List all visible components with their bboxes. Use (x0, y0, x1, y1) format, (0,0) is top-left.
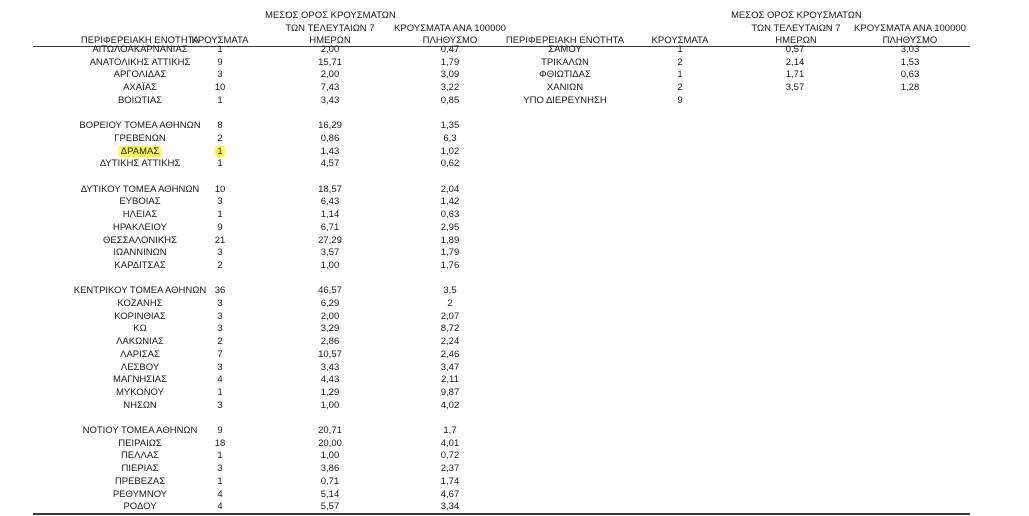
cell-cases: 1 (677, 69, 683, 81)
header-per100k-line2: ΠΛΗΘΥΣΜΟ (882, 35, 938, 46)
cell-name: ΠΡΕΒΕΖΑΣ (114, 475, 166, 487)
cell-per: 1,35 (440, 120, 460, 132)
cell-name: ΓΡΕΒΕΝΩΝ (114, 132, 166, 144)
cell-name: ΠΙΕΡΙΑΣ (121, 463, 159, 475)
cell-avg: 1,00 (320, 399, 340, 411)
cell-per: 2,37 (440, 463, 460, 475)
cell-avg: 3,57 (320, 247, 340, 259)
cell-name: ΥΠΟ ΔΙΕΡΕΥΝΗΣΗ (523, 94, 607, 106)
cell-name: ΛΑΡΙΣΑΣ (120, 348, 160, 360)
cell-avg: 2,14 (785, 56, 805, 68)
cell-avg: 0,57 (785, 44, 805, 55)
cell-per: 2 (447, 298, 453, 309)
cell-cases: 4 (217, 501, 223, 513)
cell-name: ΜΥΚΟΝΟΥ (116, 386, 164, 398)
cell-avg: 3,86 (320, 463, 340, 475)
header-avg7-line3: ΗΜΕΡΩΝ (309, 35, 351, 46)
cell-avg: 4,57 (320, 158, 340, 170)
header-avg7-left (265, 10, 395, 48)
cell-cases: 1 (217, 209, 223, 221)
cell-cases: 8 (217, 120, 223, 132)
cell-avg: 2,00 (320, 44, 340, 55)
table-row (0, 362, 1029, 375)
cell-per: 0,72 (440, 450, 460, 462)
table-row (0, 196, 1029, 209)
cell-name: ΡΟΔΟΥ (123, 501, 157, 513)
header-cases-right: ΚΡΟΥΣΜΑΤΑ (651, 35, 709, 46)
cell-avg: 3,57 (785, 82, 805, 94)
table-row (0, 158, 1029, 171)
cell-avg: 3,43 (320, 361, 340, 373)
cell-name: ΑΙΤΩΛΟΑΚΑΡΝΑΝΙΑΣ (92, 44, 188, 55)
cell-name: ΙΩΑΝΝΙΝΩΝ (113, 247, 167, 259)
header-avg7-line2: ΤΩΝ ΤΕΛΕΥΤΑΙΩΝ 7 (285, 22, 375, 34)
cell-cases: 3 (217, 310, 223, 322)
cell-avg: 3,43 (320, 94, 340, 106)
highlight-mark: 1 (217, 145, 223, 157)
cell-cases: 3 (217, 361, 223, 373)
cell-name: ΚΑΡΔΙΤΣΑΣ (114, 259, 166, 271)
cell-name: ΝΗΣΩΝ (123, 399, 157, 411)
cell-per: 2,46 (440, 348, 460, 360)
cell-cases: 9 (217, 56, 223, 68)
cell-cases: 1 (217, 94, 223, 106)
cell-name: ΛΑΚΩΝΙΑΣ (116, 336, 164, 348)
cell-per: 3,47 (440, 361, 460, 373)
cell-cases: 4 (217, 374, 223, 386)
cell-name: ΕΥΒΟΙΑΣ (119, 196, 161, 208)
highlight-mark: ΔΡΑΜΑΣ (120, 145, 160, 157)
table-row (0, 323, 1029, 336)
cell-name: ΗΛΕΙΑΣ (122, 209, 158, 221)
cell-cases: 1 (217, 386, 223, 398)
cell-avg: 6,71 (320, 221, 340, 233)
table-row (0, 438, 1029, 451)
cell-name: ΧΑΝΙΩΝ (546, 82, 584, 94)
table-row (0, 336, 1029, 349)
cell-avg: 20,71 (318, 425, 342, 436)
cell-per: 2,04 (440, 183, 460, 195)
cell-cases: 3 (217, 399, 223, 411)
cell-name: ΒΟΙΩΤΙΑΣ (117, 94, 163, 106)
cell-per: 3,5 (443, 285, 457, 297)
cell-cases: 3 (217, 463, 223, 475)
cell-per: 4,01 (440, 437, 460, 449)
cell-avg: 6,43 (320, 196, 340, 208)
cell-avg: 0,86 (320, 132, 340, 144)
cell-name: ΤΡΙΚΑΛΩΝ (541, 56, 589, 68)
cell-cases: 1 (217, 44, 223, 55)
cell-name: ΔΥΤΙΚΗΣ ΑΤΤΙΚΗΣ (99, 158, 181, 170)
table-row (0, 247, 1029, 260)
table-row (0, 400, 1029, 413)
header-per100k-line1: ΚΡΟΥΣΜΑΤΑ ΑΝΑ 100000 (854, 22, 966, 34)
cell-avg: 7,43 (320, 82, 340, 94)
cell-per: 1,74 (440, 475, 460, 487)
cell-avg: 5,57 (320, 501, 340, 513)
cell-per: 2,07 (440, 310, 460, 322)
cell-per: 0,62 (440, 158, 460, 170)
cell-cases: 3 (217, 247, 223, 259)
cell-avg: 10,57 (318, 348, 342, 360)
cell-cases: 3 (217, 298, 223, 309)
table-row (0, 425, 1029, 438)
cell-avg: 3,29 (320, 323, 340, 335)
cell-name: ΛΕΣΒΟΥ (120, 361, 160, 373)
cell-per: 0,63 (440, 209, 460, 221)
cell-cases: 9 (217, 425, 223, 436)
cell-cases: 3 (217, 196, 223, 208)
cell-avg: 16,29 (318, 120, 342, 132)
cell-per: 3,03 (900, 44, 920, 55)
cell-per: 0,47 (440, 44, 460, 55)
cell-per: 1,7 (443, 425, 457, 436)
table-row (0, 476, 1029, 489)
table-row (0, 184, 1029, 197)
cell-per: 2,24 (440, 336, 460, 348)
table-row (0, 298, 1029, 311)
table-row (0, 450, 1029, 463)
cell-per: 1,53 (900, 56, 920, 68)
cell-cases: 36 (214, 285, 226, 297)
cell-avg: 6,29 (320, 298, 340, 309)
cell-avg: 2,00 (320, 310, 340, 322)
cell-avg: 15,71 (318, 56, 342, 68)
cell-name: ΠΕΛΛΑΣ (120, 450, 160, 462)
header-region-right: ΠΕΡΙΦΕΡΕΙΑΚΗ ΕΝΟΤΗΤΑ (505, 35, 625, 46)
header-avg7-line3: ΗΜΕΡΩΝ (775, 35, 817, 46)
cell-cases: 21 (214, 234, 226, 246)
cell-avg: 1,00 (320, 450, 340, 462)
cell-per: 0,63 (900, 69, 920, 81)
cell-per: 4,02 (440, 399, 460, 411)
cell-name: ΑΧΑΪΑΣ (123, 82, 157, 94)
cell-per: 2,95 (440, 221, 460, 233)
cell-avg: 27,29 (318, 234, 342, 246)
cell-name: ΚΟΡΙΝΘΙΑΣ (114, 310, 166, 322)
table-row (0, 82, 1029, 95)
cell-avg: 0,71 (320, 475, 340, 487)
header-cases-left: ΚΡΟΥΣΜΑΤΑ (191, 35, 249, 46)
cell-name: ΑΝΑΤΟΛΙΚΗΣ ΑΤΤΙΚΗΣ (89, 56, 191, 68)
cell-cases: 7 (217, 348, 223, 360)
cell-cases: 3 (217, 323, 223, 335)
table-row (0, 501, 1029, 514)
cell-per: 1,79 (440, 56, 460, 68)
table-row (0, 387, 1029, 400)
cell-cases: 9 (217, 221, 223, 233)
table-row (0, 222, 1029, 235)
cell-cases: 2 (677, 56, 683, 68)
cell-cases: 1 (217, 450, 223, 462)
cell-cases: 9 (677, 94, 683, 106)
cell-name: ΣΑΜΟΥ (548, 44, 582, 55)
cell-cases: 10 (214, 82, 226, 94)
header-per100k-line2: ΠΛΗΘΥΣΜΟ (422, 35, 478, 46)
cell-avg: 1,29 (320, 386, 340, 398)
cell-per: 1,28 (900, 82, 920, 94)
header-avg7-line1: ΜΕΣΟΣ ΟΡΟΣ ΚΡΟΥΣΜΑΤΩΝ (731, 10, 862, 21)
cell-avg: 46,57 (318, 285, 342, 297)
cell-cases: 3 (217, 69, 223, 81)
cell-name: ΒΟΡΕΙΟΥ ΤΟΜΕΑ ΑΘΗΝΩΝ (79, 120, 201, 132)
header-avg7-right (731, 10, 861, 48)
cell-avg: 1,00 (320, 259, 340, 271)
cell-cases: 1 (677, 44, 683, 55)
cell-name: ΝΟΤΙΟΥ ΤΟΜΕΑ ΑΘΗΝΩΝ (82, 425, 198, 436)
header-avg7-line2: ΤΩΝ ΤΕΛΕΥΤΑΙΩΝ 7 (751, 22, 841, 34)
cell-avg: 1,14 (320, 209, 340, 221)
table-row (0, 374, 1029, 387)
cell-avg: 18,57 (318, 183, 342, 195)
cell-cases: 1 (217, 158, 223, 170)
table-row (0, 463, 1029, 476)
table-row (0, 260, 1029, 273)
table-row (0, 133, 1029, 146)
cell-avg: 1,71 (785, 69, 805, 81)
cell-name: ΚΕΝΤΡΙΚΟΥ ΤΟΜΕΑ ΑΘΗΝΩΝ (73, 285, 207, 297)
cell-name: ΠΕΙΡΑΙΩΣ (118, 437, 162, 449)
cell-name: ΔΥΤΙΚΟΥ ΤΟΜΕΑ ΑΘΗΝΩΝ (80, 183, 200, 195)
cell-cases: 18 (214, 437, 226, 449)
header-per100k-line1: ΚΡΟΥΣΜΑΤΑ ΑΝΑ 100000 (394, 22, 506, 34)
cell-per: 1,76 (440, 259, 460, 271)
cell-name: ΦΘΙΩΤΙΔΑΣ (539, 69, 591, 81)
table-row (0, 57, 1029, 70)
cell-per: 4,67 (440, 488, 460, 500)
cell-cases: 4 (217, 488, 223, 500)
cell-name: ΚΩ (133, 323, 147, 335)
cell-per: 1,02 (440, 145, 460, 157)
cell-cases: 2 (217, 336, 223, 348)
cell-avg: 2,00 (320, 69, 340, 81)
table-row (0, 235, 1029, 248)
cell-per: 6,3 (443, 132, 457, 144)
cell-per: 1,89 (440, 234, 460, 246)
table-row (0, 349, 1029, 362)
table-row (0, 311, 1029, 324)
cell-per: 3,09 (440, 69, 460, 81)
cell-cases: 2 (217, 132, 223, 144)
table-row (0, 146, 1029, 159)
cell-avg: 2,86 (320, 336, 340, 348)
cell-cases: 2 (677, 82, 683, 94)
cell-per: 0,85 (440, 94, 460, 106)
cell-cases: 1 (217, 475, 223, 487)
cell-per: 3,34 (440, 501, 460, 513)
table-row (0, 69, 1029, 82)
cell-avg: 1,43 (320, 145, 340, 157)
header-region-left: ΠΕΡΙΦΕΡΕΙΑΚΗ ΕΝΟΤΗΤΑ (80, 35, 200, 46)
cell-cases: 2 (217, 259, 223, 271)
table-row (0, 95, 1029, 108)
cell-name: ΜΑΓΝΗΣΙΑΣ (113, 374, 167, 386)
cell-name: ΑΡΓΟΛΙΔΑΣ (113, 69, 167, 81)
cell-per: 3,22 (440, 82, 460, 94)
table-row (0, 120, 1029, 133)
cell-per: 9,87 (440, 386, 460, 398)
table-row (0, 285, 1029, 298)
cell-per: 1,79 (440, 247, 460, 259)
table-row (0, 44, 1029, 57)
cell-name: ΚΟΖΑΝΗΣ (117, 298, 163, 309)
cell-avg: 5,14 (320, 488, 340, 500)
table-row (0, 489, 1029, 502)
cell-avg: 4,43 (320, 374, 340, 386)
cell-name: ΘΕΣΣΑΛΟΝΙΚΗΣ (103, 234, 177, 246)
table-row (0, 209, 1029, 222)
cell-name: ΡΕΘΥΜΝΟΥ (112, 488, 168, 500)
cell-per: 1,42 (440, 196, 460, 208)
header-avg7-line1: ΜΕΣΟΣ ΟΡΟΣ ΚΡΟΥΣΜΑΤΩΝ (265, 10, 396, 21)
cell-cases (180, 146, 260, 159)
cell-avg: 20,00 (318, 437, 342, 449)
cell-per: 2,11 (441, 374, 459, 386)
cell-cases: 10 (214, 183, 226, 195)
cell-name: ΗΡΑΚΛΕΙΟΥ (113, 221, 167, 233)
cell-per: 8,72 (440, 323, 460, 335)
